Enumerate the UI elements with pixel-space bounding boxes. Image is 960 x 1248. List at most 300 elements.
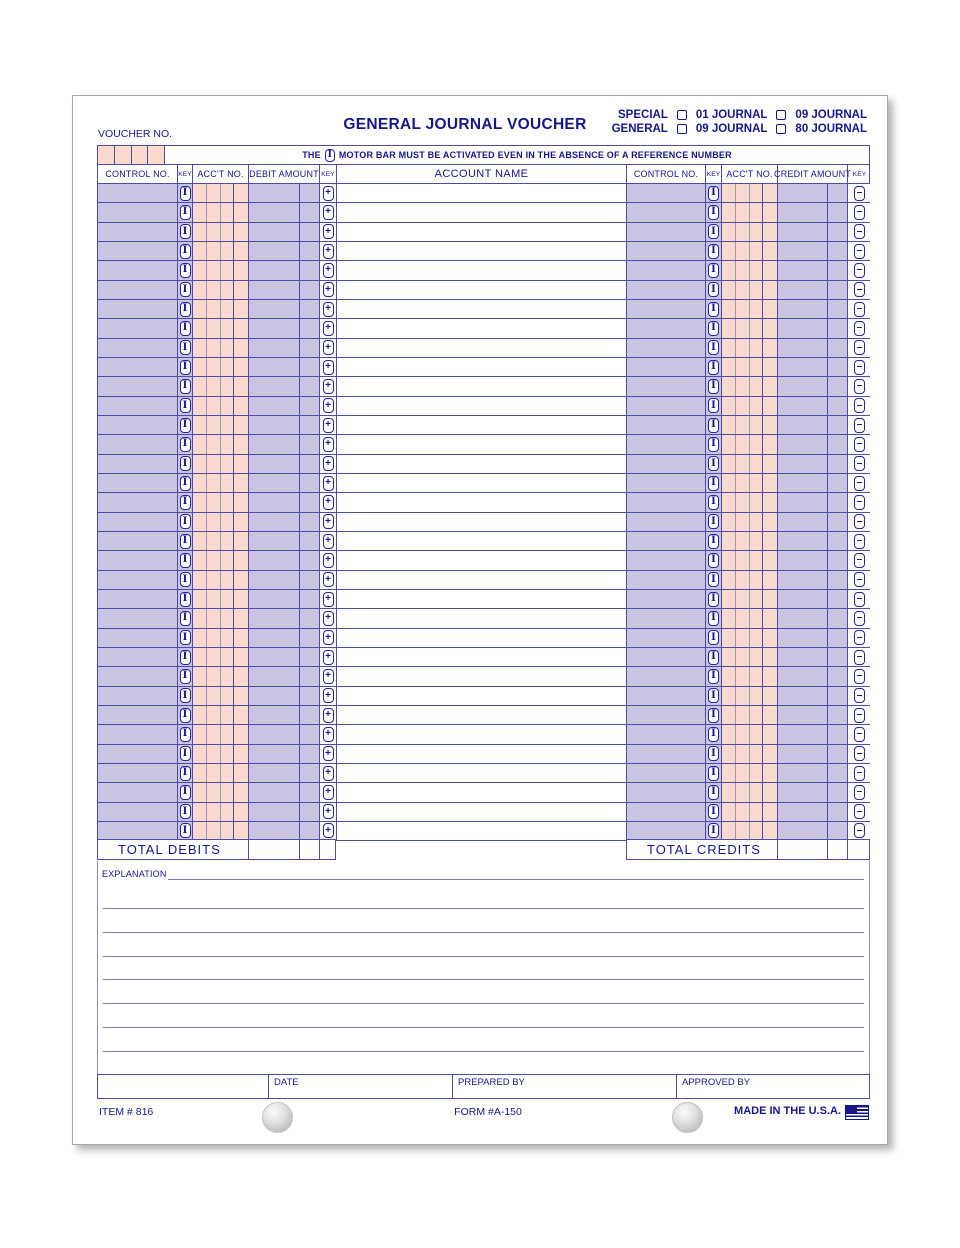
acct-no-cell-credit[interactable] <box>722 629 778 647</box>
debit-amount-cell[interactable] <box>249 474 320 492</box>
control-no-cell-credit[interactable] <box>627 590 706 608</box>
control-no-cell-credit[interactable] <box>627 474 706 492</box>
voucher-no-boxes[interactable] <box>98 146 165 164</box>
checkbox-special-09-journal[interactable] <box>776 110 786 120</box>
voucher-no-box[interactable] <box>148 146 165 164</box>
key-cell-minus <box>848 687 871 705</box>
control-no-cell-credit[interactable] <box>627 687 706 705</box>
debit-amount-cell[interactable] <box>249 455 320 473</box>
motor-key-icon: I <box>708 302 719 317</box>
voucher-no-box[interactable] <box>98 146 115 164</box>
control-no-cell-credit[interactable] <box>627 513 706 531</box>
acct-no-cell-debit[interactable] <box>193 416 249 434</box>
credit-amount-cell[interactable] <box>778 551 848 569</box>
control-no-cell-credit[interactable] <box>627 339 706 357</box>
acct-no-cell-credit[interactable] <box>722 223 778 241</box>
col-header-acct-no-left: ACC'T NO. <box>193 165 249 183</box>
acct-no-cell-credit[interactable] <box>722 319 778 337</box>
credit-amount-cell[interactable] <box>778 667 848 685</box>
acct-no-cell-debit[interactable] <box>193 745 249 763</box>
date-cell[interactable] <box>269 1075 453 1098</box>
credit-amount-cell[interactable] <box>778 590 848 608</box>
account-name-cell[interactable] <box>337 242 627 260</box>
credit-amount-cell[interactable] <box>778 571 848 589</box>
control-no-cell-credit[interactable] <box>627 203 706 221</box>
control-no-cell-credit[interactable] <box>627 551 706 569</box>
acct-no-cell-credit[interactable] <box>722 687 778 705</box>
acct-no-cell-debit[interactable] <box>193 590 249 608</box>
control-no-cell-debit[interactable] <box>98 416 178 434</box>
acct-no-cell-debit[interactable] <box>193 629 249 647</box>
motor-key-icon: I <box>708 418 719 433</box>
checkbox-general-09-journal[interactable] <box>677 124 687 134</box>
credit-amount-cell[interactable] <box>778 629 848 647</box>
account-name-cell[interactable] <box>337 745 627 763</box>
account-name-cell[interactable] <box>337 822 627 840</box>
acct-no-cell-credit[interactable] <box>722 281 778 299</box>
explanation-first-line[interactable] <box>168 879 864 880</box>
control-no-cell-credit[interactable] <box>627 764 706 782</box>
control-no-cell-debit[interactable] <box>98 435 178 453</box>
key-cell-credit <box>706 629 722 647</box>
minus-key-icon: – <box>854 224 865 239</box>
acct-no-cell-credit[interactable] <box>722 667 778 685</box>
acct-no-cell-credit[interactable] <box>722 532 778 550</box>
debit-amount-cell[interactable] <box>249 822 320 840</box>
key-cell-plus <box>320 261 337 279</box>
control-no-cell-debit[interactable] <box>98 319 178 337</box>
acct-no-cell-debit[interactable] <box>193 532 249 550</box>
control-no-cell-debit[interactable] <box>98 571 178 589</box>
acct-no-cell-debit[interactable] <box>193 571 249 589</box>
voucher-no-box[interactable] <box>132 146 149 164</box>
explanation-line[interactable] <box>103 1003 864 1004</box>
acct-no-cell-credit[interactable] <box>722 609 778 627</box>
debit-amount-cell[interactable] <box>249 706 320 724</box>
debit-amount-cell[interactable] <box>249 223 320 241</box>
credit-amount-cell[interactable] <box>778 609 848 627</box>
acct-no-cell-credit[interactable] <box>722 783 778 801</box>
acct-no-cell-debit[interactable] <box>193 339 249 357</box>
account-name-cell[interactable] <box>337 764 627 782</box>
control-no-cell-debit[interactable] <box>98 242 178 260</box>
account-name-cell[interactable] <box>337 725 627 743</box>
control-no-cell-credit[interactable] <box>627 455 706 473</box>
acct-no-cell-credit[interactable] <box>722 571 778 589</box>
acct-no-cell-debit[interactable] <box>193 648 249 666</box>
acct-no-cell-credit[interactable] <box>722 803 778 821</box>
credit-amount-cell[interactable] <box>778 435 848 453</box>
acct-no-cell-debit[interactable] <box>193 203 249 221</box>
account-name-cell[interactable] <box>337 281 627 299</box>
account-name-cell[interactable] <box>337 261 627 279</box>
control-no-cell-debit[interactable] <box>98 532 178 550</box>
account-name-cell[interactable] <box>337 590 627 608</box>
acct-no-cell-debit[interactable] <box>193 803 249 821</box>
key-cell-plus <box>320 764 337 782</box>
plus-key-icon: + <box>323 572 334 587</box>
acct-no-cell-debit[interactable] <box>193 725 249 743</box>
debit-amount-cell[interactable] <box>249 590 320 608</box>
control-no-cell-debit[interactable] <box>98 745 178 763</box>
acct-no-cell-credit[interactable] <box>722 339 778 357</box>
minus-key-icon: – <box>854 263 865 278</box>
control-no-cell-credit[interactable] <box>627 319 706 337</box>
acct-no-cell-credit[interactable] <box>722 435 778 453</box>
control-no-cell-debit[interactable] <box>98 358 178 376</box>
credit-amount-cell[interactable] <box>778 725 848 743</box>
acct-no-cell-credit[interactable] <box>722 397 778 415</box>
account-name-cell[interactable] <box>337 319 627 337</box>
control-no-cell-debit[interactable] <box>98 281 178 299</box>
credit-amount-cell[interactable] <box>778 223 848 241</box>
credit-amount-cell[interactable] <box>778 455 848 473</box>
acct-no-cell-credit[interactable] <box>722 300 778 318</box>
control-no-cell-credit[interactable] <box>627 822 706 840</box>
plus-key-icon: + <box>323 630 334 645</box>
acct-no-cell-credit[interactable] <box>722 590 778 608</box>
credit-amount-cell[interactable] <box>778 706 848 724</box>
acct-no-cell-credit[interactable] <box>722 764 778 782</box>
acct-no-cell-debit[interactable] <box>193 281 249 299</box>
debit-amount-cell[interactable] <box>249 764 320 782</box>
key-cell-debit <box>178 416 193 434</box>
control-no-cell-debit[interactable] <box>98 513 178 531</box>
account-name-cell[interactable] <box>337 513 627 531</box>
control-no-cell-debit[interactable] <box>98 725 178 743</box>
journal-entry-rows <box>98 184 869 840</box>
explanation-line[interactable] <box>103 956 864 957</box>
credit-amount-cell[interactable] <box>778 358 848 376</box>
control-no-cell-debit[interactable] <box>98 551 178 569</box>
control-no-cell-credit[interactable] <box>627 397 706 415</box>
acct-no-cell-debit[interactable] <box>193 377 249 395</box>
key-cell-debit <box>178 687 193 705</box>
key-cell-minus <box>848 783 871 801</box>
acct-no-cell-credit[interactable] <box>722 203 778 221</box>
account-name-cell[interactable] <box>337 455 627 473</box>
journal-entry-row <box>98 629 869 648</box>
control-no-cell-credit[interactable] <box>627 571 706 589</box>
control-no-cell-credit[interactable] <box>627 609 706 627</box>
control-no-cell-debit[interactable] <box>98 822 178 840</box>
checkbox-special-01-journal[interactable] <box>677 110 687 120</box>
debit-amount-cell[interactable] <box>249 513 320 531</box>
voucher-no-box[interactable] <box>115 146 132 164</box>
acct-no-cell-debit[interactable] <box>193 358 249 376</box>
acct-no-cell-credit[interactable] <box>722 261 778 279</box>
account-name-cell[interactable] <box>337 609 627 627</box>
account-name-cell[interactable] <box>337 358 627 376</box>
minus-key-icon: – <box>854 766 865 781</box>
credit-amount-cell[interactable] <box>778 745 848 763</box>
total-debits-label: TOTAL DEBITS <box>98 840 249 859</box>
total-credits-amount-cell[interactable] <box>778 840 848 859</box>
acct-no-cell-credit[interactable] <box>722 184 778 202</box>
debit-amount-cell[interactable] <box>249 687 320 705</box>
acct-no-cell-credit[interactable] <box>722 822 778 840</box>
control-no-cell-debit[interactable] <box>98 706 178 724</box>
credit-amount-cell[interactable] <box>778 532 848 550</box>
acct-no-cell-debit[interactable] <box>193 783 249 801</box>
control-no-cell-debit[interactable] <box>98 455 178 473</box>
key-cell-minus <box>848 397 871 415</box>
control-no-cell-credit[interactable] <box>627 783 706 801</box>
control-no-cell-debit[interactable] <box>98 203 178 221</box>
account-name-cell[interactable] <box>337 397 627 415</box>
credit-amount-cell[interactable] <box>778 261 848 279</box>
account-name-cell[interactable] <box>337 435 627 453</box>
debit-amount-cell[interactable] <box>249 416 320 434</box>
debit-amount-cell[interactable] <box>249 532 320 550</box>
credit-amount-cell[interactable] <box>778 319 848 337</box>
credit-amount-cell[interactable] <box>778 764 848 782</box>
col-header-debit-amount: DEBIT AMOUNT <box>249 165 320 183</box>
acct-no-cell-credit[interactable] <box>722 706 778 724</box>
explanation-line[interactable] <box>103 1027 864 1028</box>
acct-no-cell-debit[interactable] <box>193 609 249 627</box>
acct-no-cell-credit[interactable] <box>722 493 778 511</box>
account-name-cell[interactable] <box>337 803 627 821</box>
key-cell-debit <box>178 590 193 608</box>
account-name-cell[interactable] <box>337 493 627 511</box>
acct-no-cell-debit[interactable] <box>193 435 249 453</box>
control-no-cell-credit[interactable] <box>627 493 706 511</box>
explanation-line[interactable] <box>103 908 864 909</box>
debit-amount-cell[interactable] <box>249 571 320 589</box>
acct-no-cell-credit[interactable] <box>722 745 778 763</box>
total-debits-amount-cell[interactable] <box>249 840 320 859</box>
account-name-cell[interactable] <box>337 687 627 705</box>
account-name-cell[interactable] <box>337 667 627 685</box>
acct-no-cell-debit[interactable] <box>193 261 249 279</box>
account-name-cell[interactable] <box>337 300 627 318</box>
acct-no-cell-debit[interactable] <box>193 397 249 415</box>
account-name-cell[interactable] <box>337 339 627 357</box>
acct-no-cell-debit[interactable] <box>193 300 249 318</box>
debit-amount-cell[interactable] <box>249 377 320 395</box>
acct-no-cell-debit[interactable] <box>193 706 249 724</box>
acct-no-cell-debit[interactable] <box>193 687 249 705</box>
account-name-cell[interactable] <box>337 706 627 724</box>
key-cell-minus <box>848 319 871 337</box>
account-name-cell[interactable] <box>337 629 627 647</box>
control-no-cell-credit[interactable] <box>627 667 706 685</box>
acct-no-cell-credit[interactable] <box>722 725 778 743</box>
acct-no-cell-debit[interactable] <box>193 667 249 685</box>
acct-no-cell-debit[interactable] <box>193 822 249 840</box>
minus-key-icon: – <box>854 205 865 220</box>
control-no-cell-debit[interactable] <box>98 667 178 685</box>
credit-amount-cell[interactable] <box>778 339 848 357</box>
control-no-cell-credit[interactable] <box>627 281 706 299</box>
credit-amount-cell[interactable] <box>778 513 848 531</box>
plus-key-icon: + <box>323 340 334 355</box>
control-no-cell-credit[interactable] <box>627 416 706 434</box>
debit-amount-cell[interactable] <box>249 319 320 337</box>
journal-entry-row <box>98 319 869 338</box>
control-no-cell-credit[interactable] <box>627 629 706 647</box>
acct-no-cell-debit[interactable] <box>193 513 249 531</box>
acct-no-cell-credit[interactable] <box>722 513 778 531</box>
acct-no-cell-debit[interactable] <box>193 242 249 260</box>
control-no-cell-credit[interactable] <box>627 532 706 550</box>
control-no-cell-debit[interactable] <box>98 783 178 801</box>
key-cell-debit <box>178 261 193 279</box>
debit-amount-cell[interactable] <box>249 339 320 357</box>
control-no-cell-debit[interactable] <box>98 377 178 395</box>
debit-amount-cell[interactable] <box>249 261 320 279</box>
key-cell-credit <box>706 242 722 260</box>
control-no-cell-credit[interactable] <box>627 242 706 260</box>
control-no-cell-debit[interactable] <box>98 261 178 279</box>
debit-amount-cell[interactable] <box>249 783 320 801</box>
account-name-cell[interactable] <box>337 377 627 395</box>
explanation-line[interactable] <box>103 932 864 933</box>
credit-amount-cell[interactable] <box>778 783 848 801</box>
acct-no-cell-credit[interactable] <box>722 416 778 434</box>
motor-key-icon: I <box>708 321 719 336</box>
account-name-cell[interactable] <box>337 184 627 202</box>
acct-no-cell-debit[interactable] <box>193 455 249 473</box>
debit-amount-cell[interactable] <box>249 803 320 821</box>
credit-amount-cell[interactable] <box>778 242 848 260</box>
control-no-cell-credit[interactable] <box>627 300 706 318</box>
acct-no-cell-credit[interactable] <box>722 377 778 395</box>
credit-amount-cell[interactable] <box>778 184 848 202</box>
control-no-cell-credit[interactable] <box>627 745 706 763</box>
account-name-cell[interactable] <box>337 203 627 221</box>
control-no-cell-credit[interactable] <box>627 706 706 724</box>
debit-amount-cell[interactable] <box>249 203 320 221</box>
credit-amount-cell[interactable] <box>778 648 848 666</box>
control-no-cell-credit[interactable] <box>627 261 706 279</box>
account-name-cell[interactable] <box>337 416 627 434</box>
control-no-cell-debit[interactable] <box>98 300 178 318</box>
control-no-cell-credit[interactable] <box>627 377 706 395</box>
control-no-cell-debit[interactable] <box>98 474 178 492</box>
credit-amount-cell[interactable] <box>778 300 848 318</box>
journal-entry-row <box>98 609 869 628</box>
control-no-cell-debit[interactable] <box>98 493 178 511</box>
control-no-cell-debit[interactable] <box>98 687 178 705</box>
journal-entry-row <box>98 783 869 802</box>
control-no-cell-debit[interactable] <box>98 648 178 666</box>
debit-amount-cell[interactable] <box>249 242 320 260</box>
acct-no-cell-debit[interactable] <box>193 474 249 492</box>
credit-amount-cell[interactable] <box>778 822 848 840</box>
control-no-cell-credit[interactable] <box>627 725 706 743</box>
debit-amount-cell[interactable] <box>249 300 320 318</box>
credit-amount-cell[interactable] <box>778 281 848 299</box>
credit-amount-cell[interactable] <box>778 416 848 434</box>
control-no-cell-credit[interactable] <box>627 803 706 821</box>
account-name-cell[interactable] <box>337 551 627 569</box>
credit-amount-cell[interactable] <box>778 474 848 492</box>
debit-amount-cell[interactable] <box>249 629 320 647</box>
credit-amount-cell[interactable] <box>778 493 848 511</box>
explanation-line[interactable] <box>103 1051 864 1052</box>
acct-no-cell-debit[interactable] <box>193 493 249 511</box>
acct-no-cell-debit[interactable] <box>193 319 249 337</box>
debit-amount-cell[interactable] <box>249 435 320 453</box>
checkbox-general-80-journal[interactable] <box>776 124 786 134</box>
debit-amount-cell[interactable] <box>249 609 320 627</box>
control-no-cell-debit[interactable] <box>98 590 178 608</box>
control-no-cell-debit[interactable] <box>98 339 178 357</box>
explanation-line[interactable] <box>103 979 864 980</box>
debit-amount-cell[interactable] <box>249 551 320 569</box>
account-name-cell[interactable] <box>337 474 627 492</box>
control-no-cell-debit[interactable] <box>98 184 178 202</box>
control-no-cell-credit[interactable] <box>627 435 706 453</box>
debit-amount-cell[interactable] <box>249 184 320 202</box>
debit-amount-cell[interactable] <box>249 397 320 415</box>
account-name-cell[interactable] <box>337 571 627 589</box>
credit-amount-cell[interactable] <box>778 397 848 415</box>
acct-no-cell-debit[interactable] <box>193 184 249 202</box>
control-no-cell-debit[interactable] <box>98 609 178 627</box>
signature-blank-cell[interactable] <box>98 1075 269 1098</box>
debit-amount-cell[interactable] <box>249 358 320 376</box>
account-name-cell[interactable] <box>337 223 627 241</box>
account-name-cell[interactable] <box>337 648 627 666</box>
acct-no-cell-debit[interactable] <box>193 223 249 241</box>
key-cell-plus <box>320 609 337 627</box>
credit-amount-cell[interactable] <box>778 687 848 705</box>
debit-amount-cell[interactable] <box>249 493 320 511</box>
control-no-cell-debit[interactable] <box>98 764 178 782</box>
acct-no-cell-credit[interactable] <box>722 648 778 666</box>
key-cell-plus <box>320 397 337 415</box>
account-name-cell[interactable] <box>337 783 627 801</box>
acct-no-cell-credit[interactable] <box>722 474 778 492</box>
signature-row <box>97 1074 870 1099</box>
key-cell-plus <box>320 223 337 241</box>
control-no-cell-credit[interactable] <box>627 184 706 202</box>
credit-amount-cell[interactable] <box>778 803 848 821</box>
acct-no-cell-debit[interactable] <box>193 764 249 782</box>
acct-no-cell-credit[interactable] <box>722 455 778 473</box>
acct-no-cell-credit[interactable] <box>722 242 778 260</box>
credit-amount-cell[interactable] <box>778 203 848 221</box>
control-no-cell-debit[interactable] <box>98 803 178 821</box>
key-cell-debit <box>178 281 193 299</box>
debit-amount-cell[interactable] <box>249 725 320 743</box>
control-no-cell-credit[interactable] <box>627 358 706 376</box>
acct-no-cell-credit[interactable] <box>722 551 778 569</box>
acct-no-cell-credit[interactable] <box>722 358 778 376</box>
key-cell-plus <box>320 203 337 221</box>
debit-amount-cell[interactable] <box>249 745 320 763</box>
control-no-cell-credit[interactable] <box>627 223 706 241</box>
key-cell-credit <box>706 493 722 511</box>
approved-by-cell[interactable] <box>677 1075 871 1098</box>
control-no-cell-debit[interactable] <box>98 223 178 241</box>
prepared-by-cell[interactable] <box>453 1075 677 1098</box>
acct-no-cell-debit[interactable] <box>193 551 249 569</box>
control-no-cell-credit[interactable] <box>627 648 706 666</box>
control-no-cell-debit[interactable] <box>98 397 178 415</box>
account-name-cell[interactable] <box>337 532 627 550</box>
control-no-cell-debit[interactable] <box>98 629 178 647</box>
col-header-control-no-left: CONTROL NO. <box>98 165 178 183</box>
credit-amount-cell[interactable] <box>778 377 848 395</box>
motor-bar-prefix: THE <box>302 150 321 160</box>
debit-amount-cell[interactable] <box>249 281 320 299</box>
debit-amount-cell[interactable] <box>249 667 320 685</box>
debit-amount-cell[interactable] <box>249 648 320 666</box>
